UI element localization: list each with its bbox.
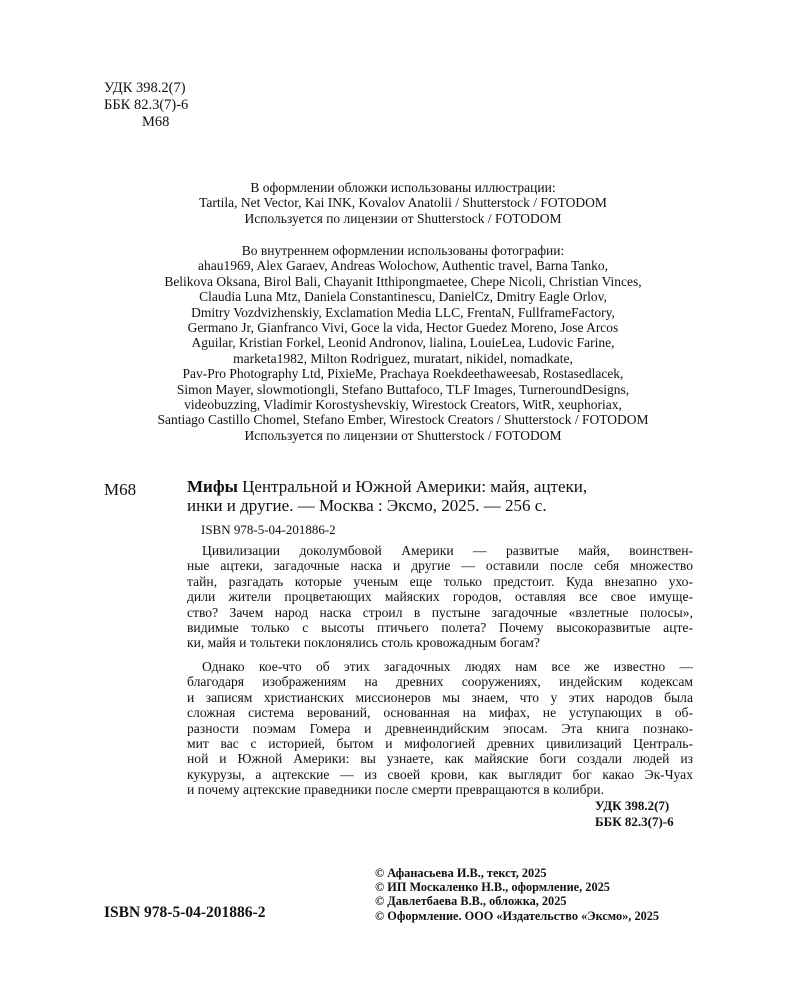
interior-credits-line: videobuzzing, Vladimir Korostyshevskiy, Wirestock Creators, WitR, xeuphoriax, — [184, 397, 622, 413]
interior-credits-line: Claudia Luna Mtz, Daniela Constantinescu, DanielCz, Dmitry Eagle Orlov, — [199, 289, 607, 305]
udk-code: УДК 398.2(7) — [104, 80, 186, 96]
annotation-line: и почему ацтекские праведники после смерти превращаются в колибри. — [187, 782, 604, 798]
annotation-line: мит вас с историей, бытом и мифологией древних цивилизаций Централь- — [187, 735, 693, 751]
interior-credits-line: Simon Mayer, slowmotiongli, Stefano Buttafoco, TLF Images, TurneroundDesigns, — [176, 381, 630, 397]
cover-credits-license: Используется по лицензии от Shutterstock / FOTODOM — [244, 210, 562, 226]
annotation-line: ки, майя и тольтеки поклонялись столь кровожадным богам? — [187, 635, 540, 651]
annotation-line: благодаря изображениям на древних сооружениях, индейским кодексам — [187, 674, 693, 690]
annotation-line: дили жители процветающих майяских городов, оставляя все свое имуще- — [187, 589, 693, 605]
interior-credits — [100, 243, 706, 443]
annotation-line: кукурузы, а ацтекские — из своей крови, как выглядит бог какао Эк-Чуах — [187, 766, 693, 782]
annotation-paragraph-2 — [187, 659, 693, 798]
annotation-line: ство? Зачем народ наска строил в пустыне загадочные «взлетные полосы», — [187, 604, 693, 620]
copyright-line: © Давлетбаева В.В., обложка, 2025 — [375, 894, 567, 909]
classification-codes-bottom — [595, 798, 674, 830]
title-line2: инки и другие. — Москва : Эксмо, 2025. — 256 с. — [187, 496, 547, 515]
copyright-block — [375, 866, 659, 923]
annotation-line: разности поэмам Гомера и древнеиндийским эпосам. Эта книга познако- — [187, 720, 693, 736]
interior-credits-license: Используется по лицензии от Shutterstock / FOTODOM — [244, 427, 562, 443]
annotation-line: сложная система верований, основанная на мифах, не уступающих в об- — [187, 705, 693, 721]
title-bold-word: Мифы — [187, 477, 238, 496]
interior-credits-line: Santiago Castillo Chomel, Stefano Ember, Wirestock Creators / Shutterstock / FOTODOM — [157, 412, 649, 428]
interior-credits-line: ahau1969, Alex Garaev, Andreas Wolochow, Authentic travel, Barna Tanko, — [198, 258, 608, 274]
cover-credits — [100, 180, 706, 226]
isbn-main: ISBN 978-5-04-201886-2 — [104, 904, 266, 921]
annotation-line: и записям христианских миссионеров мы знаем, что у этих народов была — [187, 689, 693, 705]
isbn-inline: ISBN 978-5-04-201886-2 — [201, 522, 336, 537]
title-line1-rest: Центральной и Южной Америки: майя, ацтеки, — [237, 477, 588, 496]
udk-code-bottom: УДК 398.2(7) — [595, 798, 670, 813]
annotation-line: Однако кое-что об этих загадочных людях нам все же известно — — [202, 659, 693, 674]
bbk-code: ББК 82.3(7)-6 — [104, 97, 189, 113]
bibliographic-author-mark: М68 — [104, 480, 137, 499]
interior-credits-line: marketa1982, Milton Rodriguez, muratart, nikidel, nomadkate, — [233, 350, 573, 366]
copyright-line: © Афанасьева И.В., текст, 2025 — [375, 866, 547, 880]
author-mark: М68 — [142, 114, 170, 130]
cover-credits-heading: В оформлении обложки использованы иллюстрации: — [250, 180, 556, 195]
annotation-line: Цивилизации доколумбовой Америки — развитые майя, воинствен- — [202, 543, 693, 558]
copyright-line: © Оформление. ООО «Издательство «Эксмо», 2025 — [375, 908, 660, 923]
interior-credits-line: Aguilar, Kristian Forkel, Leonid Andronov, lialina, LouieLea, Ludovic Farine, — [191, 335, 615, 351]
annotation-paragraph-1 — [187, 543, 693, 651]
bibliographic-title — [187, 477, 699, 515]
interior-credits-heading: Во внутреннем оформлении использованы фотографии: — [241, 243, 565, 258]
annotation-line: ной и Южной Америки: вы узнаете, как майяские боги создали людей из — [187, 751, 693, 767]
annotation-line: видимые только с высоты птичьего полета? Почему высокоразвитые ацте- — [187, 619, 693, 635]
copyright-line: © ИП Москаленко Н.В., оформление, 2025 — [375, 880, 610, 895]
annotation-line: тайн, разгадать которые ученым еще только предстоит. Куда внезапно ухо- — [187, 573, 693, 589]
interior-credits-line: Germano Jr, Gianfranco Vivi, Goce la vida, Hector Guedez Moreno, Jose Arcos — [187, 320, 619, 336]
interior-credits-line: Dmitry Vozdvizhenskiy, Exclamation Media LLC, FrentaN, FullframeFactory, — [191, 304, 615, 320]
annotation-line: ные ацтеки, загадочные наска и другие — оставили после себя множество — [187, 558, 693, 574]
bbk-code-bottom: ББК 82.3(7)-6 — [595, 814, 674, 829]
interior-credits-line: Belikova Oksana, Birol Bali, Chayanit Itthipongmaetee, Chepe Nicoli, Christian Vinces, — [164, 273, 642, 289]
interior-credits-line: Pav-Pro Photography Ltd, PixieMe, Prachaya Roekdeethaweesab, Rostasedlacek, — [182, 366, 624, 382]
cover-credits-names: Tartila, Net Vector, Kai INK, Kovalov Anatolii / Shutterstock / FOTODOM — [199, 195, 607, 211]
classification-codes-top — [104, 80, 188, 131]
